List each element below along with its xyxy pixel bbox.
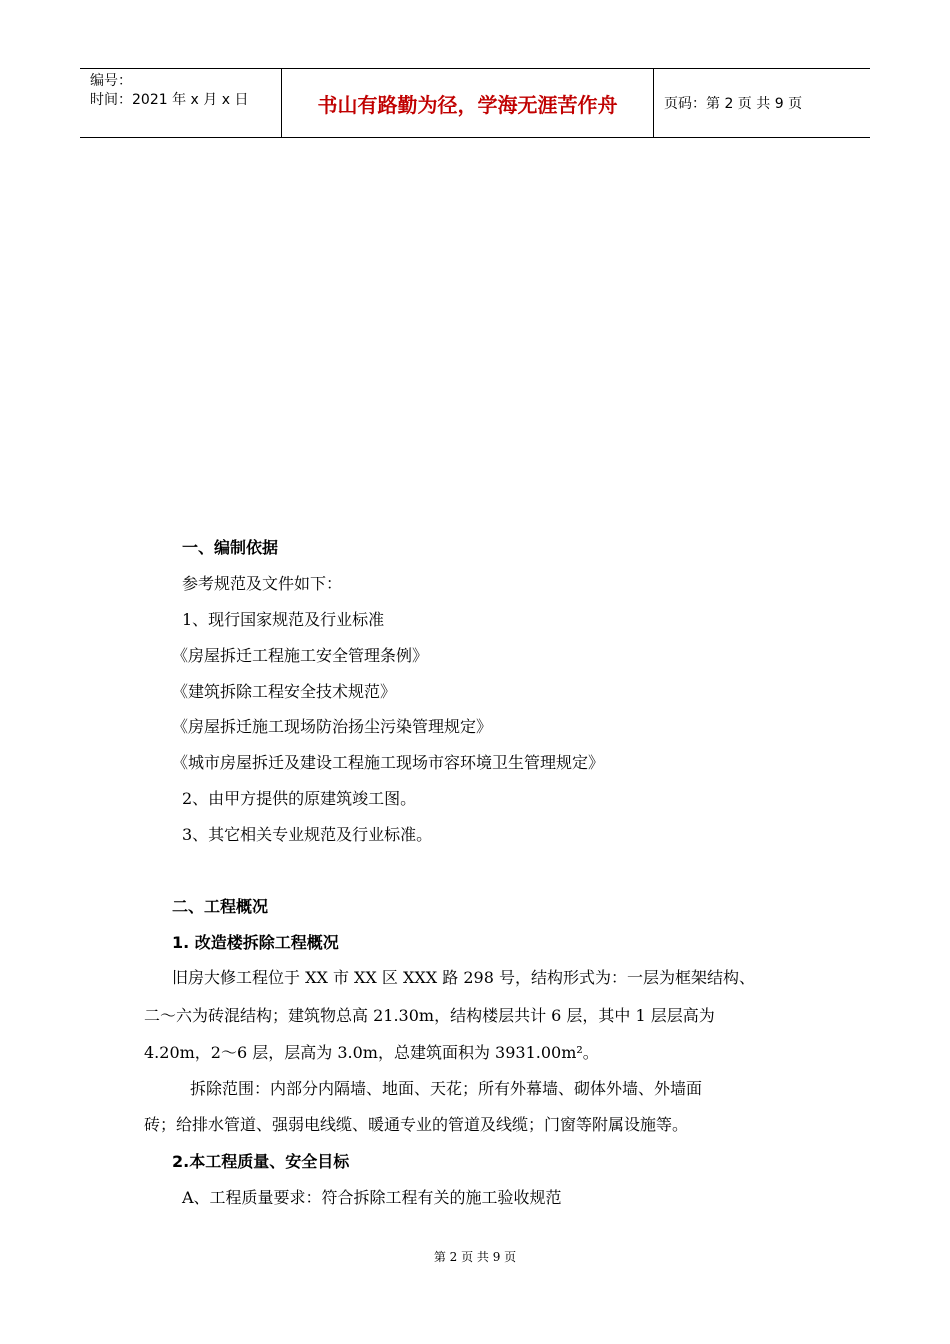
section1-ref4: 《城市房屋拆迁及建设工程施工现场市容环境卫生管理规定》 bbox=[172, 753, 605, 772]
section2-p2-line1: 拆除范围：内部分内隔墙、地面、天花；所有外幕墙、砌体外墙、外墙面 bbox=[190, 1079, 703, 1098]
section2-p1-line1: 旧房大修工程位于 XX 市 XX 区 XXX 路 298 号，结构形式为：一层为框架结构、 bbox=[172, 968, 755, 987]
section2-a-item: A、工程质量要求：符合拆除工程有关的施工验收规范 bbox=[182, 1188, 562, 1207]
section1-ref3: 《房屋拆迁施工现场防治扬尘污染管理规定》 bbox=[172, 717, 493, 736]
header-time: 时间：2021 年 x 月 x 日 bbox=[90, 92, 249, 108]
section1-item3: 3、其它相关专业规范及行业标准。 bbox=[182, 825, 433, 844]
section2-sub1: 1. 改造楼拆除工程概况 bbox=[172, 933, 339, 952]
header-page-code: 页码：第 2 页 共 9 页 bbox=[664, 96, 803, 112]
section1-title: 一、编制依据 bbox=[182, 538, 279, 557]
section1-ref1: 《房屋拆迁工程施工安全管理条例》 bbox=[172, 646, 429, 665]
section1-ref2: 《建筑拆除工程安全技术规范》 bbox=[172, 682, 397, 701]
section2-p1-line2: 二～六为砖混结构；建筑物总高 21.30m，结构楼层共计 6 层，其中 1 层层高为 bbox=[144, 1006, 715, 1025]
header-number: 编号： bbox=[90, 73, 132, 89]
section2-title: 二、工程概况 bbox=[172, 897, 269, 916]
section1-item1: 1、现行国家规范及行业标准 bbox=[182, 610, 385, 629]
section2-p1-line3: 4.20m，2～6 层，层高为 3.0m，总建筑面积为 3931.00m²。 bbox=[144, 1043, 599, 1062]
section1-intro: 参考规范及文件如下： bbox=[182, 574, 343, 593]
header-info bbox=[80, 69, 282, 137]
header-slogan: 书山有路勤为径，学海无涯苦作舟 bbox=[282, 69, 654, 137]
page-footer: 第 2 页 共 9 页 bbox=[433, 1250, 517, 1264]
page-header bbox=[80, 68, 870, 138]
section2-p2-line2: 砖；给排水管道、强弱电线缆、暖通专业的管道及线缆；门窗等附属设施等。 bbox=[144, 1115, 689, 1134]
section1-item2: 2、由甲方提供的原建筑竣工图。 bbox=[182, 789, 417, 808]
section2-sub2: 2.本工程质量、安全目标 bbox=[172, 1152, 350, 1171]
